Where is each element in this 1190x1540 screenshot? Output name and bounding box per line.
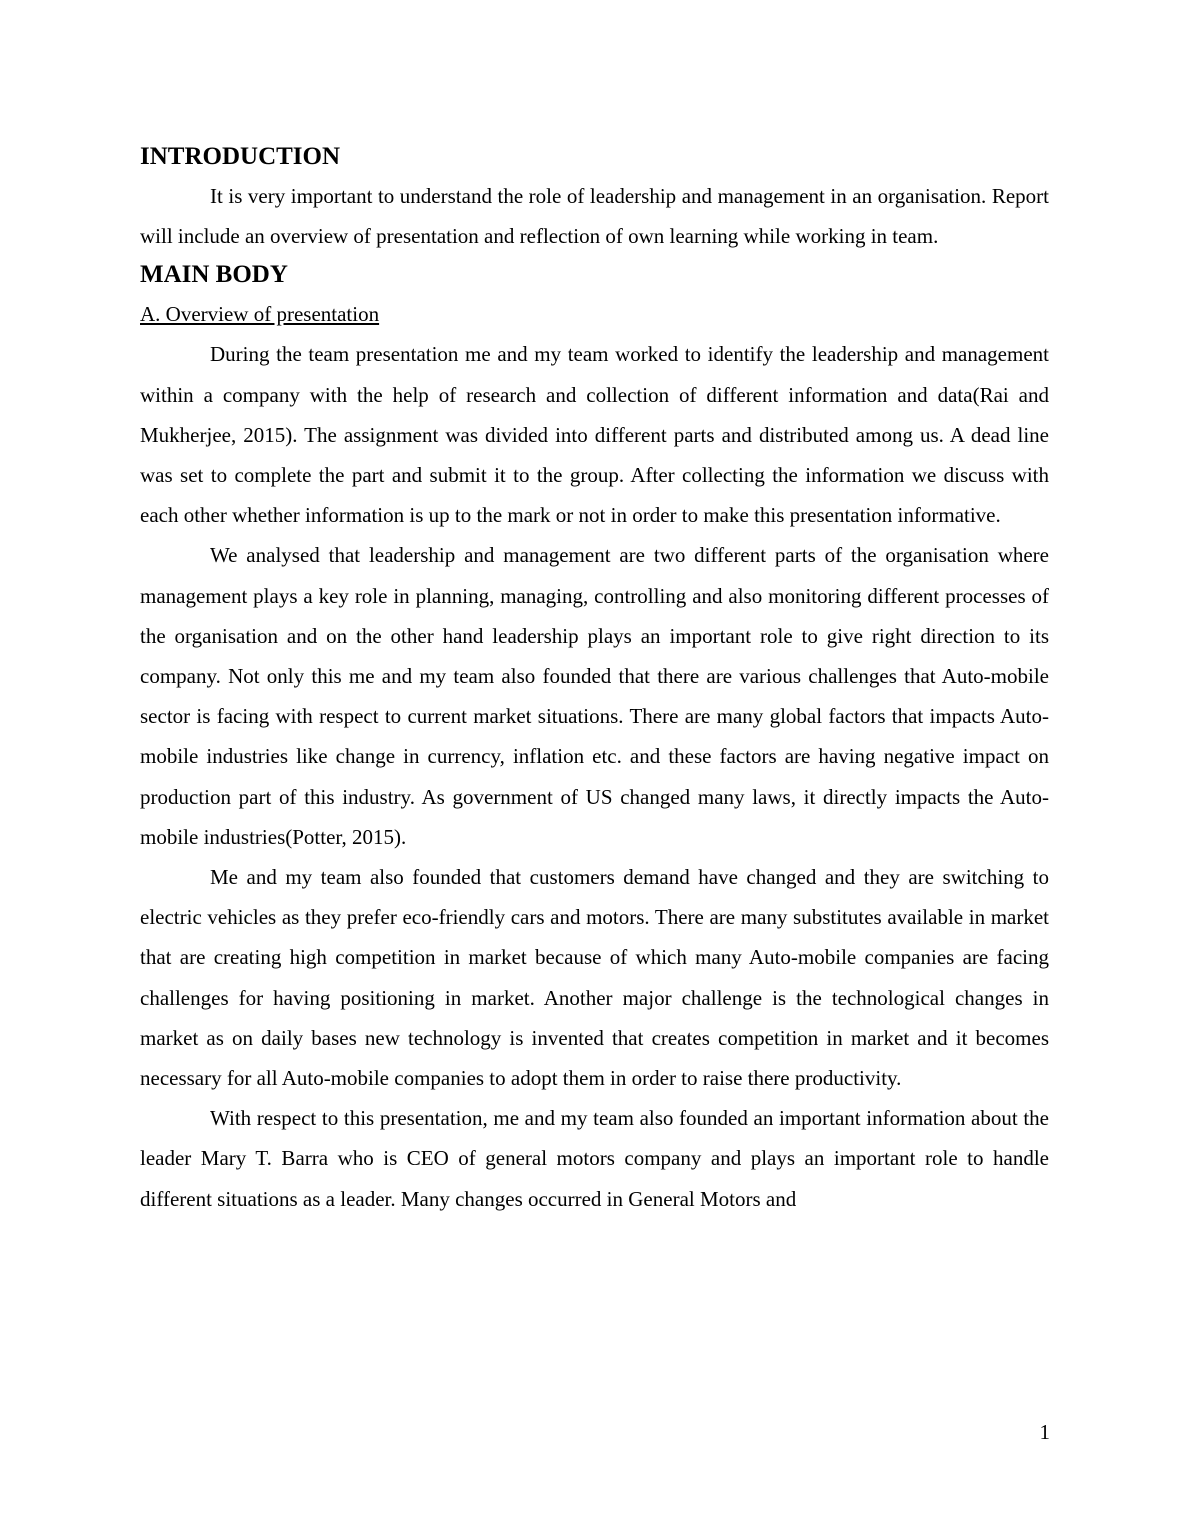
overview-subheading: A. Overview of presentation <box>140 302 380 327</box>
page-number: 1 <box>1039 1420 1050 1444</box>
main-body-heading: MAIN BODY <box>140 261 288 289</box>
body-paragraph-4: With respect to this presentation, me and my team also founded an important information about the leader Mary T. Barra who is CEO of general motors company and plays an important role to handle different situations as a leader. Many changes occurred in General Motors and <box>140 1106 1049 1211</box>
body-paragraph-2: We analysed that leadership and management are two different parts of the organisation where management plays a key role in planning, managing, controlling and also monitoring different processes of the organisation and on the other hand leadership plays an important role to give right direction to its company. Not only this me and my team also founded that there are various challenges that Auto-mobile sector is facing with respect to current market situations. There are many global factors that impacts Auto-mobile industries like change in currency, inflation etc. and these factors are having negative impact on production part of this industry. As government of US changed many laws, it directly impacts the Auto-mobile industries(Potter, 2015). <box>140 543 1049 849</box>
introduction-heading: INTRODUCTION <box>140 143 341 170</box>
introduction-paragraph: It is very important to understand the role of leadership and management in an organisation. Report will include an overview of presentation and reflection of own learning while working in team. <box>140 184 1049 249</box>
body-paragraph-3: Me and my team also founded that customers demand have changed and they are switching to electric vehicles as they prefer eco-friendly cars and motors. There are many substitutes available in market that are creating high competition in market because of which many Auto-mobile companies are facing challenges for having positioning in market. Another major challenge is the technological changes in market as on daily bases new technology is invented that creates competition in market and it becomes necessary for all Auto-mobile companies to adopt them in order to raise there productivity. <box>140 865 1049 1091</box>
page-content <box>140 138 1049 1219</box>
body-paragraph-1: During the team presentation me and my team worked to identify the leadership and management within a company with the help of research and collection of different information and data(Rai and Mukherjee, 2015). The assignment was divided into different parts and distributed among us. A dead line was set to complete the part and submit it to the group. After collecting the information we discuss with each other whether information is up to the mark or not in order to make this presentation informative. <box>140 342 1049 528</box>
